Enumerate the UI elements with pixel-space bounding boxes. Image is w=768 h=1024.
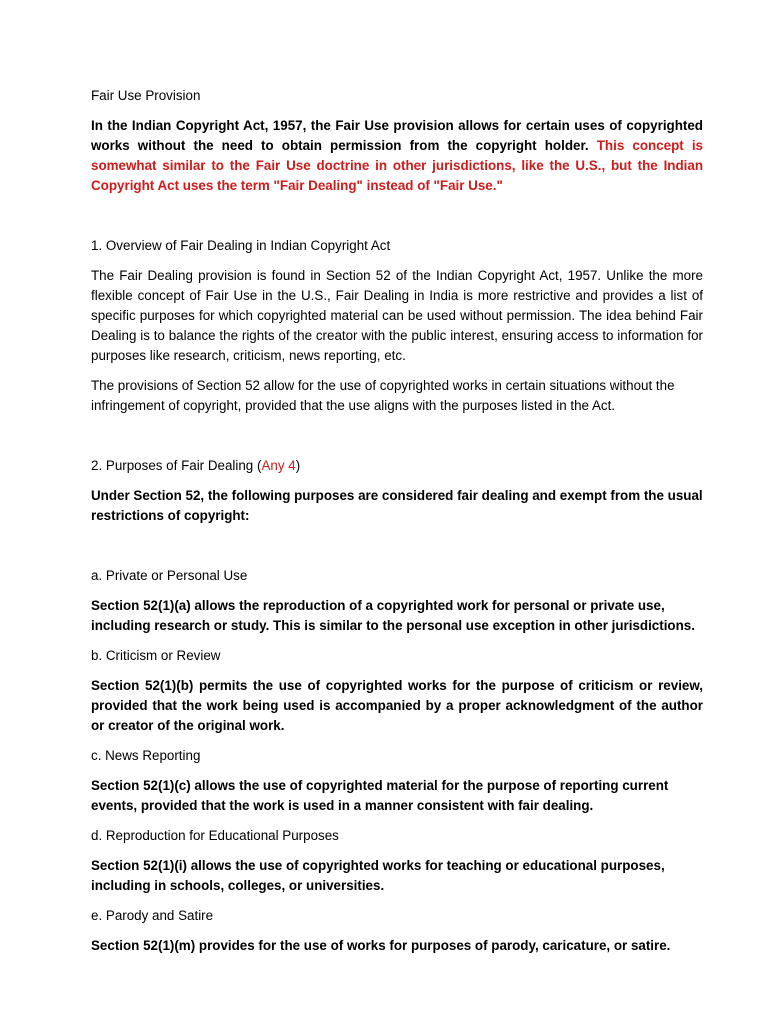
section2-heading bbox=[91, 456, 703, 476]
section1-paragraph-1: The Fair Dealing provision is found in Section 52 of the Indian Copyright Act, 1957. Unlike the more flexible concept of Fair Use in the U.S., Fair Dealing in India is more restrictive and provides a list of specific purposes for which copyrighted material can be used without permission. The idea behind Fair Dealing is to balance the rights of the creator with the public interest, ensuring access to information for purposes like research, criticism, news reporting, etc. bbox=[91, 268, 703, 363]
item-d-body: Section 52(1)(i) allows the use of copyrighted works for teaching or educational purposes, including in schools, colleges, or universities. bbox=[91, 858, 665, 893]
document-title: Fair Use Provision bbox=[91, 88, 201, 103]
item-e-heading: e. Parody and Satire bbox=[91, 908, 214, 923]
item-e-body: Section 52(1)(m) provides for the use of works for purposes of parody, caricature, or satire. bbox=[91, 938, 671, 953]
item-b-body: Section 52(1)(b) permits the use of copyrighted works for the purpose of criticism or review, provided that the work being used is accompanied by a proper acknowledgment of the author or creator of the original work. bbox=[91, 678, 703, 733]
item-c-body: Section 52(1)(c) allows the use of copyrighted material for the purpose of reporting current events, provided that the work is used in a manner consistent with fair dealing. bbox=[91, 778, 669, 813]
item-b-heading: b. Criticism or Review bbox=[91, 648, 221, 663]
section2-heading-highlight: Any 4 bbox=[261, 458, 296, 473]
item-d-heading: d. Reproduction for Educational Purposes bbox=[91, 828, 339, 843]
section2-intro: Under Section 52, the following purposes are considered fair dealing and exempt from the usual restrictions of copyright: bbox=[91, 488, 703, 523]
intro-highlight-text: This concept is somewhat similar to the Fair Use doctrine in other jurisdictions, like the U.S., but the Indian Copyright Act uses the term "Fair Dealing" instead of "Fair Use." bbox=[91, 138, 703, 193]
intro-paragraph bbox=[91, 116, 703, 196]
intro-text: In the Indian Copyright Act, 1957, the Fair Use provision allows for certain uses of copyrighted works without the need to obtain permission from the copyright holder. bbox=[91, 118, 703, 153]
document-page bbox=[91, 86, 703, 956]
section2-heading-prefix: 2. Purposes of Fair Dealing ( bbox=[91, 458, 262, 473]
item-a-heading: a. Private or Personal Use bbox=[91, 568, 248, 583]
section1-paragraph-2: The provisions of Section 52 allow for the use of copyrighted works in certain situations without the infringement of copyright, provided that the use aligns with the purposes listed in the Act. bbox=[91, 378, 675, 413]
item-a-body: Section 52(1)(a) allows the reproduction of a copyrighted work for personal or private use, including research or study. This is similar to the personal use exception in other jurisdictions. bbox=[91, 598, 695, 633]
item-c-heading: c. News Reporting bbox=[91, 748, 201, 763]
section1-heading: 1. Overview of Fair Dealing in Indian Copyright Act bbox=[91, 238, 391, 253]
section2-heading-suffix: ) bbox=[295, 458, 301, 473]
